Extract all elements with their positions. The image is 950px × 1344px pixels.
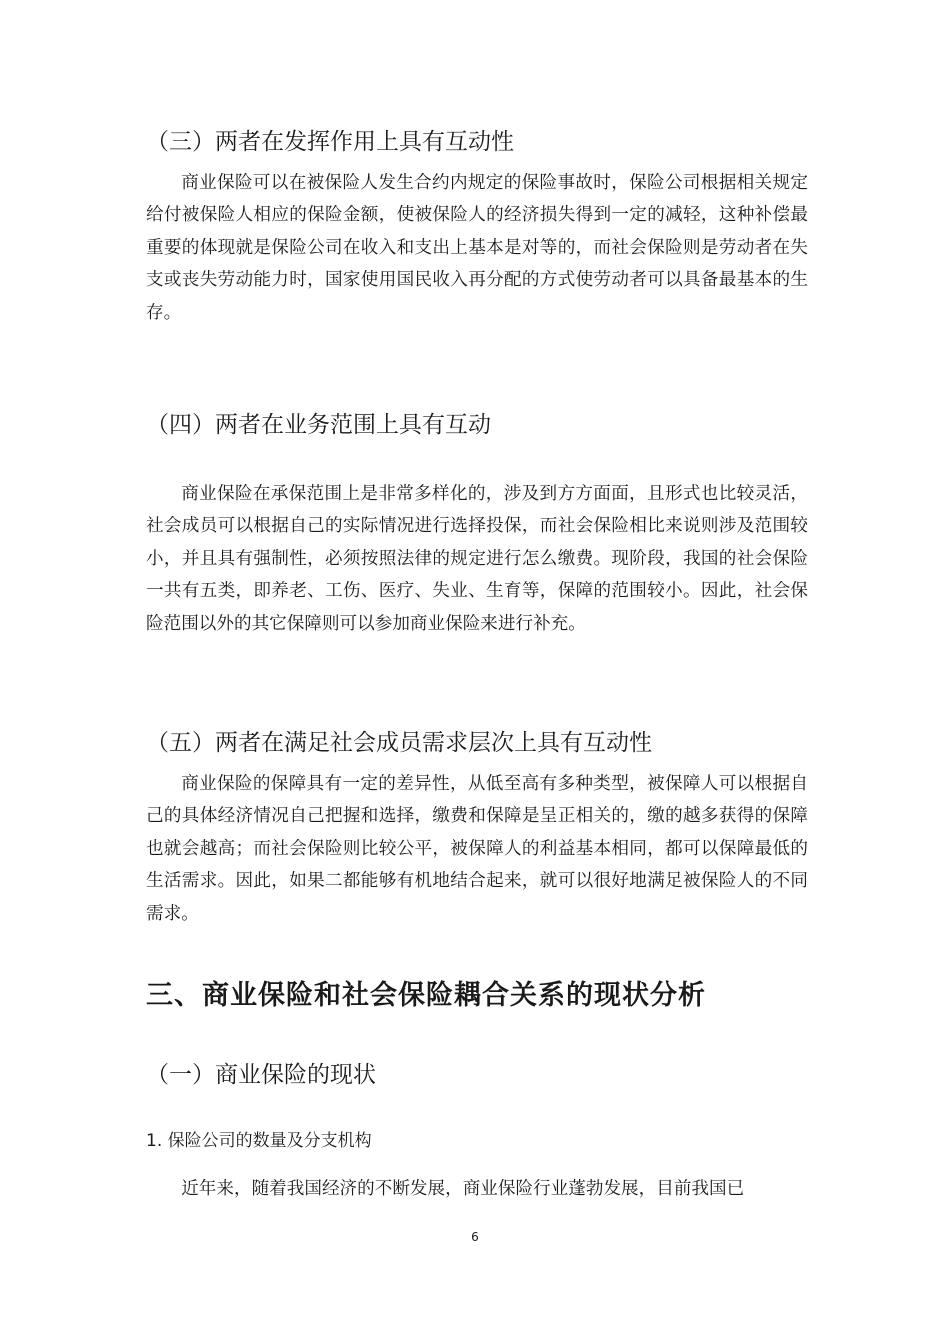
- section-5-paragraph: 商业保险的保障具有一定的差异性，从低至高有多种类型，被保障人可以根据自己的具体经济情况自己把握和选择，缴费和保障是呈正相关的，缴的越多获得的保障也就会越高；而社会保险则比较公平，被保障人的利益基本相同，都可以保障最低的生活需求。因此，如果二都能够有机地结合起来，就可以很好地满足被保险人的不同需求。: [146, 774, 808, 924]
- section-3-paragraph: 商业保险可以在被保险人发生合约内规定的保险事故时，保险公司根据相关规定给付被保险人相应的保险金额，使被保险人的经济损失得到一定的减轻，这种补偿最重要的体现就是保险公司在收入和支出上基本是对等的，而社会保险则是劳动者在失支或丧失劳动能力时，国家使用国民收入再分配的方式使劳动者可以具备最基本的生存。: [146, 173, 808, 323]
- subsection-heading-1: （一）商业保险的现状: [146, 1062, 376, 1088]
- section-heading-3: （三）两者在发挥作用上具有互动性: [146, 129, 514, 155]
- sub-subsection-paragraph: 近年来，随着我国经济的不断发展，商业保险行业蓬勃发展，目前我国已: [181, 1179, 745, 1199]
- page-number: 6: [471, 1230, 479, 1244]
- sub-subsection-heading-1: 1. 保险公司的数量及分支机构: [146, 1131, 372, 1151]
- section-heading-4: （四）两者在业务范围上具有互动: [146, 412, 491, 438]
- chapter-heading: 三、商业保险和社会保险耦合关系的现状分析: [146, 980, 706, 1011]
- section-4-paragraph: 商业保险在承保范围上是非常多样化的，涉及到方方面面，且形式也比较灵活，社会成员可以根据自己的实际情况进行选择投保，而社会保险相比来说则涉及范围较小，并且具有强制性，必须按照法律的规定进行怎么缴费。现阶段，我国的社会保险一共有五类，即养老、工伤、医疗、失业、生育等，保障的范围较小。因此，社会保险范围以外的其它保障则可以参加商业保险来进行补充。: [146, 484, 808, 634]
- section-heading-5: （五）两者在满足社会成员需求层次上具有互动性: [146, 730, 652, 756]
